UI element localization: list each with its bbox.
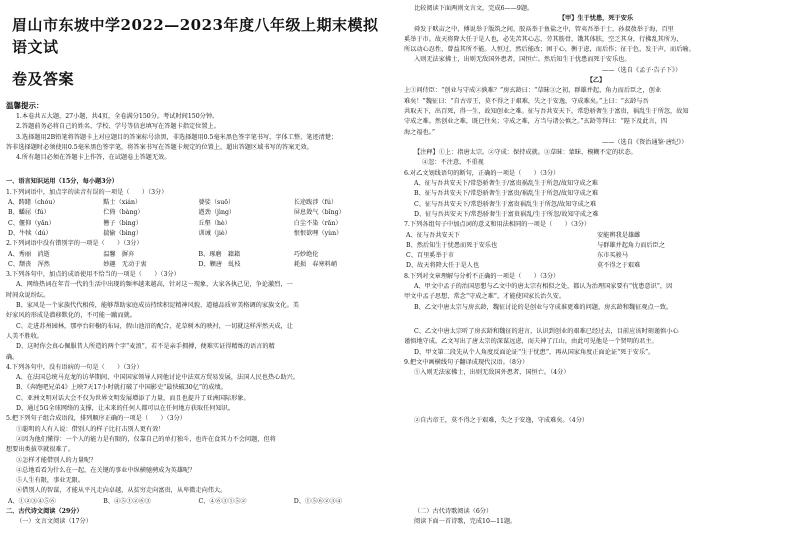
text-line: ④总地看看为什么在一起，在关键的事业中纵横驰骋成为英雄呢？ <box>16 466 196 474</box>
text-line: ②自古帝王，莫不得之于艰难，失之于安逸，守成难矣。（4分） <box>414 417 589 425</box>
option-item: 丘壑（hè） <box>198 219 231 227</box>
text-line: （二）古代诗歌阅读（6分） <box>414 507 493 515</box>
text-line: 答非选择题时必须使用0.5毫米黑色签字笔，将答案书写在答题卡规定的位置上，超出答题区域书写的答案无效。 <box>6 143 313 151</box>
text-line: 阅读下面一首诗歌，完成10—11题。 <box>414 517 517 525</box>
option-item: 莫不得之于艰难 <box>597 262 641 270</box>
text-line: A、甲文中孟子的治国思想与乙文中的唐太宗有相似之处，都认为治理国家要有“忧患意识”，因 <box>414 283 673 291</box>
page-title: 卷及答案 <box>12 70 75 88</box>
text-line: C、乙文中唐太宗听了房玄龄和魏征的进言，认识到创业的艰难已经过去，目前应该时刻谨慎小心 <box>414 327 679 335</box>
text-line: C、亚洲文明对话大会不仅为世界文明发展增添了力量，而且也提升了亚洲国际形象。 <box>16 394 250 402</box>
text-line: 舜发于畎亩之中，傅说举于版筑之间，胶鬲举于鱼盐之中，管夷吾举于士，孙叔敖举于海，百里 <box>414 25 674 33</box>
option-item: 温馨 摒弃 <box>103 250 135 258</box>
text-line: 2.下列词语中没有错别字的一项是（ ）（3分） <box>6 240 143 248</box>
text-line: ①聪明的人有人说：借别人的样子比打击别人更有效！ <box>16 425 165 433</box>
text-line: 3.选择题用2B铅笔将答题卡上对应题目的答案标号涂黑，非选择题用0.5毫米黑色签字笔书写，字体工整、笔迹清楚； <box>16 133 338 141</box>
option-row <box>6 219 389 229</box>
option-item: 伫倚（bàng） <box>103 209 144 217</box>
notice-heading: 温馨提示： <box>6 101 44 110</box>
text-line: ④忽：不注意，不重视 <box>422 159 484 167</box>
text-line: 海之福也。” <box>404 128 436 136</box>
option-item: 遒劲（jìng） <box>198 209 236 217</box>
answer-space <box>404 378 788 416</box>
text-line: 3.下列各句中，加点的成语使用不恰当的一项是（ ）（3分） <box>6 271 180 279</box>
option-item: C、④⑥③①⑤② <box>198 497 247 505</box>
text-line: 所以动心忍性，曾益其所不能。人恒过，然后能改；困于心，衡于虑，而后作；征于色，发于声，而后喻。 <box>404 46 695 54</box>
option-row <box>6 497 389 507</box>
text-line: C、征与吾共安天下/常恐骄奢生于富贵祸乱生于所忽/故知守成之难 <box>414 200 597 208</box>
text-line: 想要出类拔萃就很难了。 <box>6 446 75 454</box>
text-line: D、甲文第二段先从个人角度反面论证“生于忧患”，再从国家角度正面论证“死于安乐”。 <box>414 348 655 356</box>
left-column <box>0 0 395 560</box>
text-line: A、在法国总统马克龙的访华期间，中国国家领导人同他讨论中法双方贸易发展，法国人民也热心助兴。 <box>16 374 299 382</box>
option-item: 安能辨我是雄雌 <box>597 231 641 239</box>
section-heading: 二、古代诗文阅读（29分） <box>6 507 83 515</box>
text-line: 6.对乙文划线语句的断句，正确的一项是（ ）（3分） <box>404 169 560 177</box>
text-line: B、征与吾共安天下/常恐骄奢生于富贵/祸乱生于所忽/故知守成之难 <box>414 190 599 198</box>
text-line: D、通过5G全球网络的支撑，让未来的任何人都可以在任何地方获取任何知识。 <box>16 405 235 413</box>
option-row <box>404 231 788 241</box>
option-item: B、④⑤①②⑥③ <box>103 497 152 505</box>
text-line: B、《奔跑吧兄弟4》上映7天17小时就打破了中国影史“最快破30亿”的成绩。 <box>16 384 227 392</box>
text-line: 难矣！”魏征曰：“自古帝王，莫不得之于艰难，失之于安逸，守成难矣。”上曰：“玄龄与吾 <box>404 97 649 105</box>
option-item: C、颓丧 浑然 <box>8 260 50 268</box>
text-line: ②因为他们懂得：一个人的能力是有限的，仅靠自己的单打独斗，也许在食其力不会问题，但将 <box>16 435 276 443</box>
text-line: ③怎样才能借别人的力量呢？ <box>16 456 97 464</box>
option-item: 屏息敛气（bǐng） <box>293 209 345 217</box>
text-line: 好家风的形成是潜移默化的，不可能一蹴而就。 <box>6 312 136 320</box>
option-row <box>404 251 788 261</box>
text-line: 5.把下列句子组合成语段，排列顺序正确的一项是（ ）（3分） <box>6 415 186 423</box>
option-item: D、颗唐 虬枝 <box>198 260 241 268</box>
text-line: 甲文中孟子思想，常念“守成之难”，才能使国家长治久安。 <box>404 293 566 301</box>
option-item: 黠士（xián） <box>103 199 142 207</box>
text-line: 8.下列对文章理解与分析不正确的一项是（ ）（3分） <box>404 272 560 280</box>
text-line: D、征与吾共安天下/常恐骄奢生于富贵祸乱/生于所忽/故知守成之难 <box>414 210 599 218</box>
text-line: 2.答题前务必将自己的姓名、学校、学号等信息填写在答题卡指定位置上。 <box>16 123 220 131</box>
text-line: 谨慎地守成。乙文写出了唐太宗的深谋远虑，而夫神了江山，由此可见他是一个贤明的君主。 <box>404 338 658 346</box>
passage-heading: 【乙】 <box>586 77 606 85</box>
text-line: 9.把文中画横线句子翻译成现代汉语。（8分） <box>404 358 529 366</box>
text-line: 1.本卷共五大题，27小题，共4页，全卷满分150分。考试时间150分钟。 <box>16 113 219 120</box>
option-row <box>404 241 788 251</box>
text-line: 比较阅读下面两则文言文，完成6——9题。 <box>414 5 534 12</box>
option-item: B、然后知生于忧患而死于安乐也 <box>406 241 498 249</box>
answer-space <box>6 163 389 177</box>
text-line: 奚举于市。故天将降大任于是人也，必先苦其心志，劳其筋骨，饿其体肤，空乏其身，行拂乱其所为， <box>404 35 683 43</box>
option-item: A、秀丽 消逝 <box>8 250 50 258</box>
passage-heading: 【甲】生于忧患，死于安乐 <box>558 15 634 23</box>
section-heading: 一、语言知识运用（15分，每小题3分） <box>6 178 118 186</box>
text-line: ①入则无法家拂士，出则无敌国外患者，国恒亡。（4分） <box>414 369 570 377</box>
option-item: D、牛犊（dú） <box>8 229 52 237</box>
answer-space <box>404 427 788 507</box>
text-line: 7.下列各组句子中加点词的意义和用法相同的一项是（ ）（3分） <box>404 221 591 229</box>
option-item: 婆娑（suō） <box>198 199 235 207</box>
option-item: B、蟠屈（fú） <box>8 209 50 217</box>
option-row <box>6 260 389 270</box>
option-item: 耗损 春寒料峭 <box>293 260 338 268</box>
option-item: 妙趣 无动于衷 <box>103 260 147 268</box>
page-title: 眉山市东坡中学2022—2023年度八年级上期末模拟语文试 <box>12 16 379 56</box>
text-line: ——（选自《孟子·告子下》） <box>404 66 682 74</box>
option-item: A、①②③④⑤⑥ <box>8 497 56 505</box>
option-row <box>6 250 389 260</box>
text-line: 1.下列词语中，加点字的读音有误的一项是（ ）（3分） <box>6 188 168 196</box>
answer-space <box>404 313 788 327</box>
option-item: C、偃仰（yǎn） <box>8 219 55 227</box>
text-line: 入则无法家拂士，出则无敌国外患者，国恒亡。然后知生于忧患而死于安乐也。 <box>414 56 631 64</box>
text-line: 守成之难。然创业之难，既已往矣；守成之难，方当与诸公慎之。”玄龄等拜曰：“陛下及此言，四 <box>404 118 668 126</box>
text-line: B、乙文中唐太宗与房玄龄，魏征讨论的是创业与守成谁更难的问题，房玄龄和魏征观点一致。 <box>414 303 673 311</box>
option-row <box>6 208 389 218</box>
option-item: 与群雄并起角力而后臣之 <box>597 241 666 249</box>
option-item: 白尘不染（rǎn） <box>293 219 342 227</box>
option-row <box>6 198 389 208</box>
option-item: D、①⑤⑥②③④ <box>293 497 343 505</box>
text-line: A、网络热词在年青一代的生活中出现的频率越来越高，针对这一现象，大家各执己见，争论激烈，一 <box>16 281 293 289</box>
right-column <box>398 0 794 560</box>
option-row <box>404 261 788 271</box>
option-item: 东市买骏马 <box>597 252 628 260</box>
text-line: 共取天下，出百死，得一生，故知创业之难。征与吾共安天下，常恐骄奢生于富贵，祸乱生于所忽，故知 <box>404 107 689 115</box>
text-line: 确。 <box>6 353 19 361</box>
text-line: ⑤人生有限，事业无限。 <box>16 477 85 485</box>
option-item: 巧妙绝伦 <box>293 250 319 258</box>
text-line: 人美不胜收。 <box>6 332 44 340</box>
option-item: 长途跋涉（fú） <box>293 199 338 207</box>
option-row <box>6 229 389 239</box>
option-item: B、琢磨 籍籍 <box>198 250 241 258</box>
option-item: 恨恨欲哩（yùn） <box>293 229 343 237</box>
text-line: 4.所有题目必须在答题卡上作答，在试题卷上答题无效。 <box>16 154 171 162</box>
text-line: 上①问侍臣：“创业与守成②孰难？”房玄龄曰：“草昧③之初，群雄并起，角力而后臣之，创业 <box>404 87 661 95</box>
text-line: （一）文言文阅读（17分） <box>16 518 92 526</box>
option-item: C、百里奚举于市 <box>406 252 455 260</box>
text-line: C、走进苏州园林，那亭台轩榭的布局，假山池沼的配合，花草树木的映衬，一切就这样浑然天成，让 <box>16 322 293 330</box>
text-line: D、这时你会真心佩服昔人所造的两个字“麦浪”，若不是亲手拥搏，便难实证得精炼的语言的精 <box>16 343 275 351</box>
option-item: A、踌躇（chóu） <box>8 199 59 207</box>
text-line: B、家风是一个家族代代相传，能够帮助家庭成员持续积淀精神风貌、道德品质审美格调的家族文化。美 <box>16 302 299 310</box>
option-item: 簪子（bìng） <box>103 219 142 227</box>
option-item: A、征与吾共安天下 <box>406 231 460 239</box>
text-line: ——（选自《资治通鉴·唐纪》） <box>404 138 688 146</box>
text-line: 时间众说纷纭。 <box>6 291 50 299</box>
option-item: 训诫（jiè） <box>198 229 231 237</box>
option-item: 揣偷（bìng） <box>103 229 142 237</box>
text-line: 4.下列各句中，没有语病的一句是（ ）（3分） <box>6 363 143 371</box>
text-line: ⑥借别人的智谋，才能从平凡走向卓越，从贫穷走向富贵，从卑微走向伟大。 <box>16 487 227 495</box>
option-item: D、故天将降大任于是人也 <box>406 262 480 270</box>
text-line: 【注释】①上：指唐太宗。②守成：保持成就。③草昧：蒙昧、模糊不定的状态。 <box>414 149 637 157</box>
text-line: A、征与吾共安天下/常恐骄奢生于/富贵祸乱生于所忽/故知守成之难 <box>414 180 598 188</box>
